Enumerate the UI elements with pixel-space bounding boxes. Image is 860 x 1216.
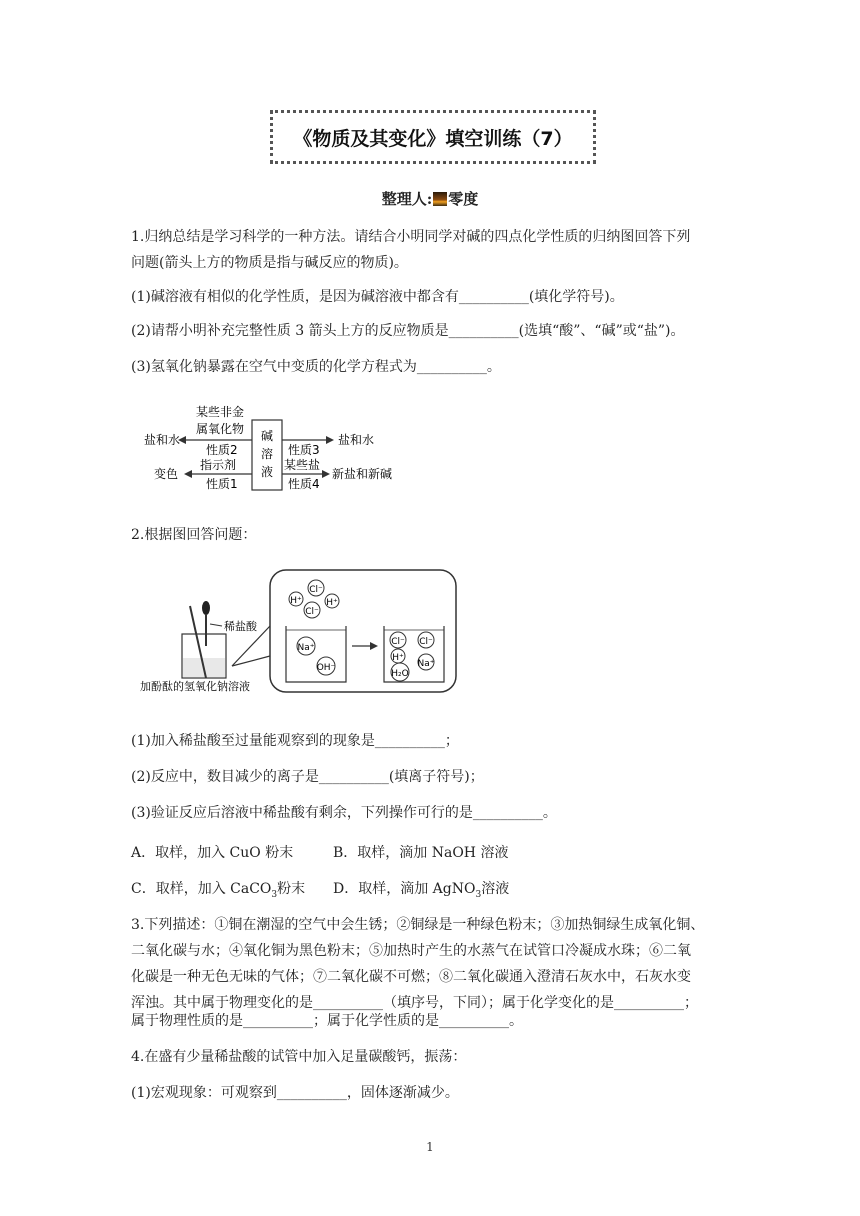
q2-sub2: (2)反应中，数目减少的离子是__________(填离子符号)； — [131, 769, 484, 785]
page-number: 1 — [426, 1140, 434, 1154]
before-beaker — [286, 626, 346, 682]
option-d: D．取样，滴加 AgNO$_3$溶液 — [333, 881, 510, 900]
acid-label: 稀盐酸 — [224, 620, 257, 633]
author-line — [0, 188, 860, 209]
q3-line5: 属于物理性质的是__________；属于化学性质的是__________。 — [131, 1013, 523, 1029]
q1-stem-line2: 问题(箭头上方的物质是指与碱反应的物质)。 — [131, 255, 408, 271]
base-properties-diagram — [140, 398, 406, 494]
author-logo-icon — [433, 192, 447, 206]
after-ion-1: Cl⁻ — [391, 637, 405, 647]
option-b: B．取样，滴加 NaOH 溶液 — [333, 845, 509, 861]
q3-line3: 化碳是一种无色无味的气体；⑦二氧化碳不可燃；⑧二氧化碳通入澄清石灰水中，石灰水变 — [131, 969, 691, 985]
q2-options-row2 — [131, 876, 731, 908]
q2-sub1: (1)加入稀盐酸至过量能观察到的现象是__________； — [131, 733, 459, 749]
q4-stem: 4.在盛有少量稀盐酸的试管中加入足量碳酸钙，振荡： — [131, 1049, 467, 1065]
center-char-1: 碱 — [260, 429, 274, 443]
q3-line4: 浑浊。其中属于物理变化的是__________（填序号，下同）；属于化学变化的是__________； — [131, 995, 698, 1011]
q4-sub1: (1)宏观现象：可观察到__________，固体逐渐减少。 — [131, 1085, 459, 1101]
q2-sub3: (3)验证反应后溶液中稀盐酸有剩余，下列操作可行的是__________。 — [131, 805, 557, 821]
center-char-2: 溶 — [260, 447, 274, 461]
left-top-prop: 性质2 — [206, 443, 238, 457]
q3-line1: 3.下列描述：①铜在潮湿的空气中会生锈；②铜绿是一种绿色粉末；③加热铜绿生成氧化铜、 — [131, 917, 705, 933]
right-bottom-prop: 性质4 — [288, 477, 320, 491]
option-c: C．取样，加入 CaCO$_3$粉末 — [131, 881, 306, 900]
left-bottom-reagent: 指示剂 — [200, 458, 237, 472]
q3-line2: 二氧化碳与水；④氧化铜为黑色粉末；⑤加热时产生的水蒸气在试管口冷凝成水珠；⑥二氧 — [131, 943, 691, 959]
before-ion-2: OH⁻ — [316, 663, 336, 673]
right-bottom-result: 新盐和新碱 — [332, 467, 393, 481]
after-ion-3: H⁺ — [392, 653, 404, 663]
left-top-result: 盐和水 — [144, 433, 181, 447]
author-prefix: 整理人: — [381, 190, 433, 208]
top-ion-2: H⁺ — [290, 596, 302, 606]
page-title: 《物质及其变化》填空训练（7） — [270, 110, 596, 164]
left-bottom-result: 变色 — [154, 467, 179, 481]
neutralization-diagram — [140, 566, 460, 696]
right-top-prop: 性质3 — [288, 443, 320, 457]
before-ion-1: Na⁺ — [297, 643, 315, 653]
left-bottom-prop: 性质1 — [206, 477, 238, 491]
q2-options-row1 — [131, 840, 731, 866]
top-ion-1: Cl⁻ — [309, 585, 323, 595]
q1-stem-line1: 1.归纳总结是学习科学的一种方法。请结合小明同学对碱的四点化学性质的归纳图回答下列 — [131, 229, 691, 245]
after-molecule: H₂O — [391, 669, 409, 679]
q1-sub1: (1)碱溶液有相似的化学性质，是因为碱溶液中都含有__________(填化学符号)。 — [131, 289, 624, 305]
q1-sub2: (2)请帮小明补充完整性质 3 箭头上方的反应物质是__________(选填“酸”、“碱”或“盐”)。 — [131, 323, 685, 339]
dropper-bulb — [202, 601, 210, 615]
author-name: 零度 — [448, 190, 479, 208]
reaction-arrow — [370, 642, 378, 650]
left-top-reagent-1: 某些非金 — [196, 405, 245, 419]
q1-sub3: (3)氢氧化钠暴露在空气中变质的化学方程式为__________。 — [131, 359, 501, 375]
option-a: A．取样，加入 CuO 粉末 — [131, 845, 294, 861]
q2-stem: 2.根据图回答问题： — [131, 527, 257, 543]
after-ion-2: Cl⁻ — [419, 637, 433, 647]
right-bottom-reagent: 某些盐 — [284, 458, 321, 472]
center-char-3: 液 — [260, 465, 274, 479]
after-ion-4: Na⁺ — [417, 659, 435, 669]
top-ion-4: Cl⁻ — [305, 607, 319, 617]
right-top-result: 盐和水 — [338, 433, 375, 447]
top-ion-3: H⁺ — [326, 598, 338, 608]
callout-bubble — [270, 570, 456, 692]
beaker-label: 加酚酞的氢氧化钠溶液 — [140, 680, 250, 693]
left-top-reagent-2: 属氧化物 — [196, 422, 245, 436]
